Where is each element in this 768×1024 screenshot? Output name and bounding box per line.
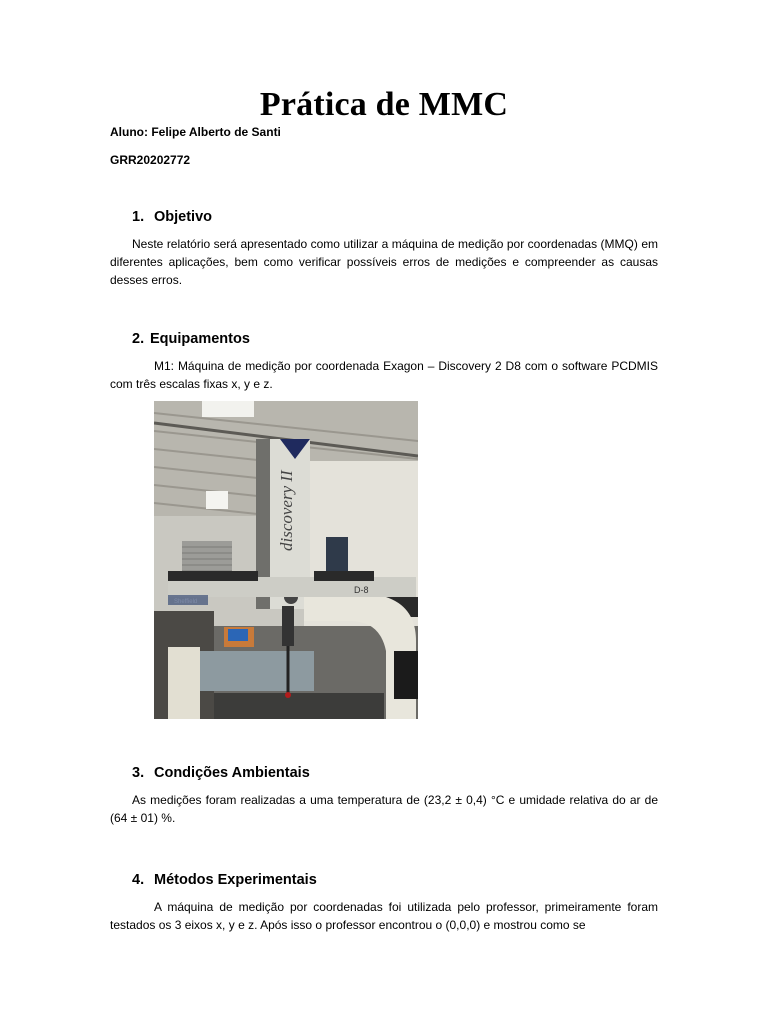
paragraph-text: M1: Máquina de medição por coordenada Exagon – Discovery 2 D8 com o software PCDMIS com três escalas fixas x, y e z. — [110, 359, 658, 391]
section-heading-objetivo — [132, 209, 212, 225]
paragraph-text: As medições foram realizadas a uma temperatura de (23,2 ± 0,4) °C e umidade relativa do ar de (64 ± 01) %. — [110, 793, 658, 825]
section-title: Objetivo — [154, 209, 213, 225]
student-name: Aluno: Felipe Alberto de Santi — [110, 125, 281, 139]
document-title: Prática de MMC — [259, 86, 509, 123]
section-title: Métodos Experimentais — [154, 872, 317, 888]
section-number: 2. — [132, 331, 145, 347]
section-paragraph-condicoes — [110, 791, 658, 827]
section-heading-condicoes — [132, 765, 310, 781]
model-label: D-8 — [354, 585, 369, 595]
student-id: GRR20202772 — [110, 153, 191, 167]
section-paragraph-objetivo — [110, 235, 658, 289]
section-number: 1. — [132, 209, 145, 225]
section-number: 3. — [132, 765, 145, 781]
section-paragraph-metodos — [110, 898, 658, 934]
section-number: 4. — [132, 872, 145, 888]
machine-label: discovery II — [277, 470, 296, 551]
cmm-machine-photo — [154, 401, 418, 719]
paragraph-text: Neste relatório será apresentado como utilizar a máquina de medição por coordenadas (MMQ) em diferentes aplicações, bem como verificar possíveis erros de medições e compreender as causas desses erros. — [110, 237, 658, 287]
section-paragraph-equipamentos — [110, 357, 658, 393]
section-heading-equipamentos — [132, 331, 250, 347]
section-title: Equipamentos — [150, 331, 250, 347]
section-heading-metodos — [132, 872, 317, 888]
section-title: Condições Ambientais — [154, 765, 310, 781]
paragraph-text: A máquina de medição por coordenadas foi utilizada pelo professor, primeiramente foram testados os 3 eixos x, y e z. Após isso o professor encontrou o (0,0,0) e mostrou como se — [110, 900, 658, 932]
